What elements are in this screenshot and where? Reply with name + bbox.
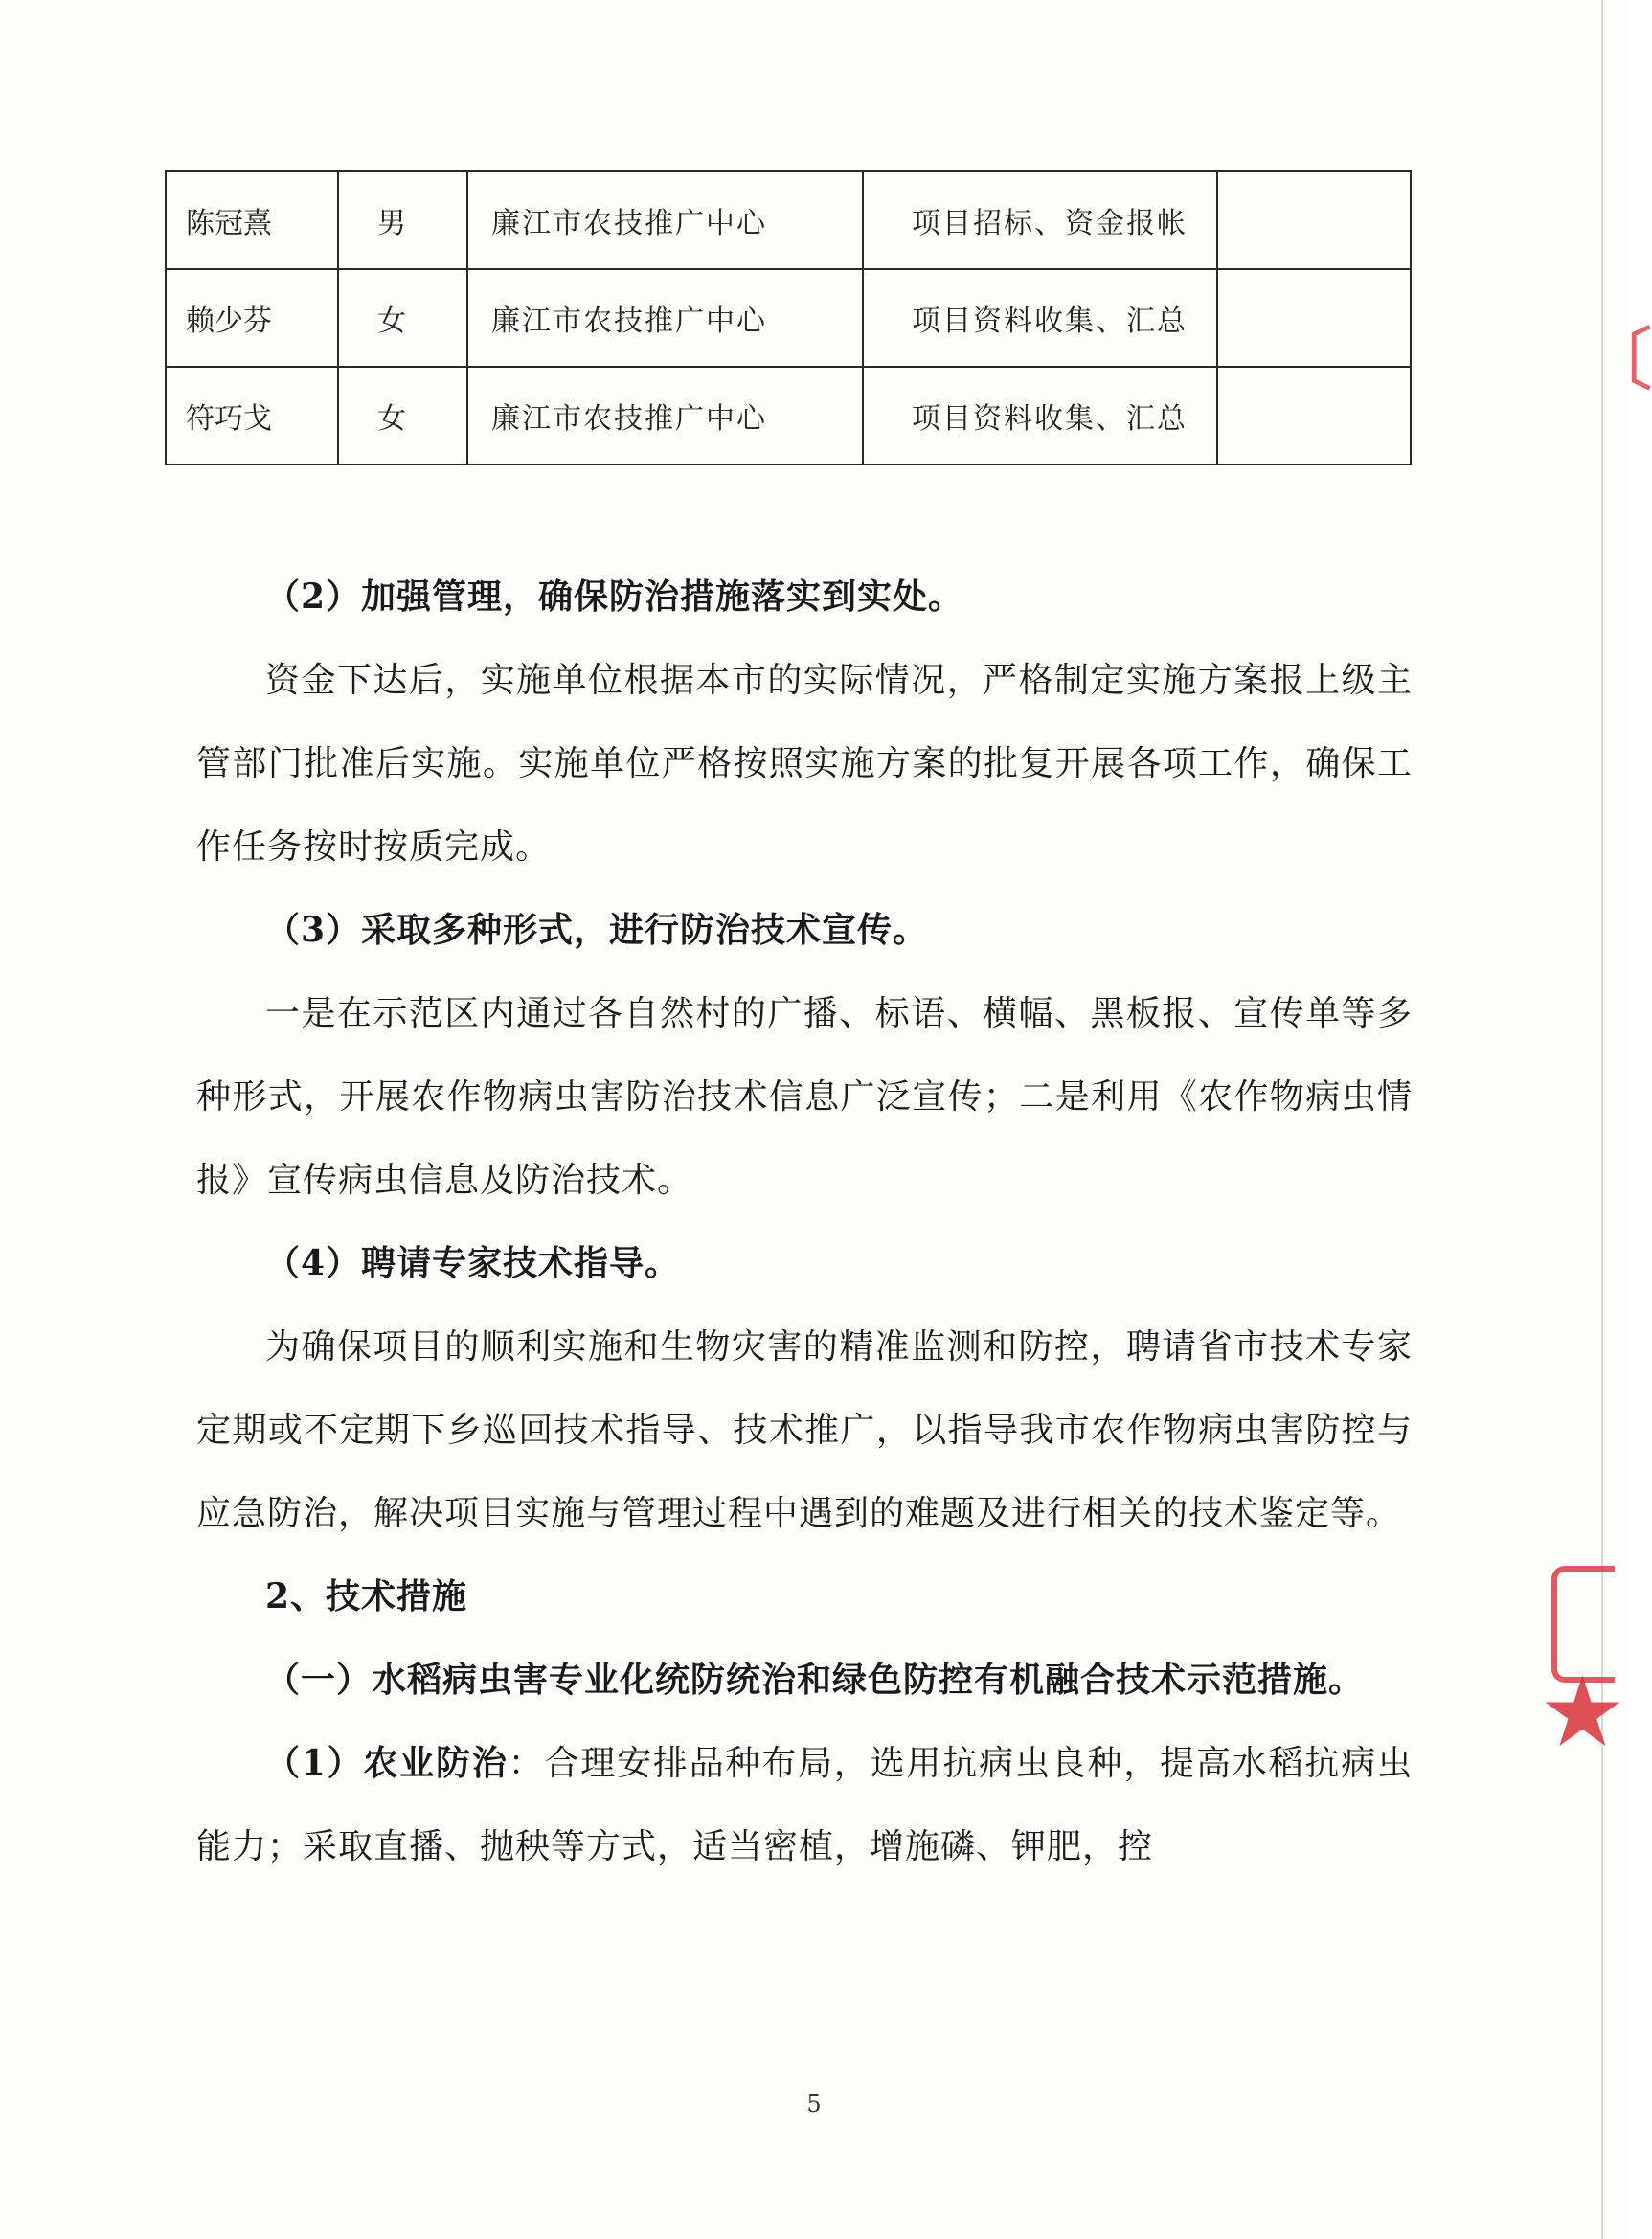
cell-name: 陈冠熹 <box>166 171 338 269</box>
cell-name: 赖少芬 <box>166 269 338 367</box>
cell-gender: 女 <box>338 269 467 367</box>
cell-note <box>1217 367 1411 464</box>
paragraph-agricultural-control <box>196 1722 1413 1888</box>
paragraph-management: 资金下达后，实施单位根据本市的实际情况，严格制定实施方案报上级主管部门批准后实施。实施单位严格按照实施方案的批复开展各项工作，确保工作任务按时按质完成。 <box>196 661 1413 867</box>
subsection-rice-pest-control: （一）水稻病虫害专业化统防统治和绿色防控有机融合技术示范措施。 <box>265 1660 1365 1700</box>
table-row <box>166 269 1411 367</box>
cell-note <box>1217 269 1411 367</box>
cell-gender: 女 <box>338 367 467 464</box>
label-agricultural-control: （1）农业防治 <box>265 1743 509 1783</box>
paragraph-experts: 为确保项目的顺利实施和生物灾害的精准监测和防控，聘请省市技术专家定期或不定期下乡巡回技术指导、技术推广，以指导我市农作物病虫害防控与应急防治，解决项目实施与管理过程中遇到的难题及进行相关的技术鉴定等。 <box>196 1327 1413 1533</box>
heading-management: （2）加强管理，确保防治措施落实到实处。 <box>265 577 964 617</box>
text-agricultural-control: ：合理安排品种布局，选用抗病虫良种，提高水稻抗病虫能力；采取直播、抛秧等方式，适当密植，增施磷、钾肥，控 <box>196 1744 1413 1866</box>
stamp-star-icon: ★ <box>1544 1662 1621 1763</box>
section-technical-measures: 2、技术措施 <box>265 1576 468 1617</box>
page-number: 5 <box>806 2091 822 2117</box>
cell-gender: 男 <box>338 171 467 269</box>
cell-duty: 项目招标、资金报帐 <box>863 171 1217 269</box>
cell-duty: 项目资料收集、汇总 <box>863 269 1217 367</box>
stamp-fragment-top: 〔 <box>1585 320 1652 399</box>
cell-note <box>1217 171 1411 269</box>
heading-publicity: （3）采取多种形式，进行防治技术宣传。 <box>265 910 929 950</box>
staff-table <box>165 170 1412 465</box>
table-row <box>166 171 1411 269</box>
cell-unit: 廉江市农技推广中心 <box>467 269 863 367</box>
table-row <box>166 367 1411 464</box>
heading-experts: （4）聘请专家技术指导。 <box>265 1243 681 1283</box>
paragraph-publicity: 一是在示范区内通过各自然村的广播、标语、横幅、黑板报、宣传单等多种形式，开展农作物病虫害防治技术信息广泛宣传；二是利用《农作物病虫情报》宣传病虫信息及防治技术。 <box>196 994 1413 1200</box>
cell-unit: 廉江市农技推广中心 <box>467 171 863 269</box>
body-text <box>196 555 1413 1888</box>
cell-name: 符巧戈 <box>166 367 338 464</box>
cell-unit: 廉江市农技推广中心 <box>467 367 863 464</box>
cell-duty: 项目资料收集、汇总 <box>863 367 1217 464</box>
